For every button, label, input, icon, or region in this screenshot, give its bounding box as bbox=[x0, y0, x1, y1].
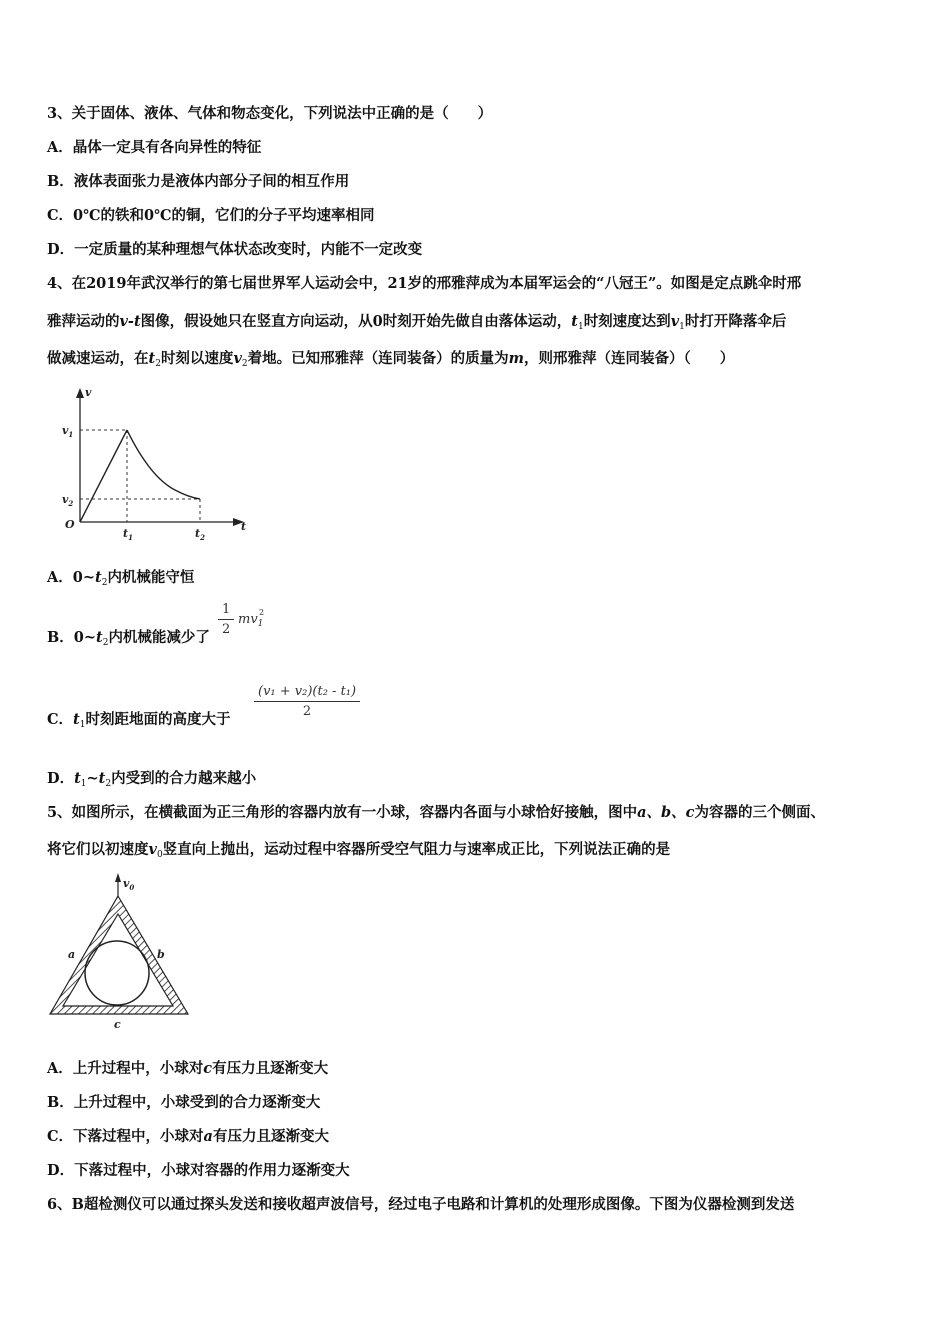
q5-option-d: D．下落过程中，小球对容器的作用力逐渐变大 bbox=[47, 1162, 350, 1179]
q6-stem: 6、B超检测仪可以通过探头发送和接收超声波信号，经过电子电路和计算机的处理形成图像。下图为仪器检测到发送 bbox=[47, 1196, 795, 1213]
v0-arrow-head bbox=[115, 873, 121, 882]
q5-option-a: A．上升过程中，小球对c有压力且逐渐变大 bbox=[47, 1060, 329, 1077]
q3-option-b: B．液体表面张力是液体内部分子间的相互作用 bbox=[47, 173, 350, 190]
q4-stem-line2: 雅萍运动的v-t图像，假设她只在竖直方向运动，从0时刻开始先做自由落体运动，$t_1$时刻速度达到$v_1$时打开降落伞后 bbox=[47, 313, 787, 332]
q5-stem-line1: 5、如图所示，在横截面为正三角形的容器内放有一小球，容器内各面与小球恰好接触，图中a、b、c为容器的三个侧面、 bbox=[47, 804, 825, 821]
v-axis-arrow bbox=[76, 388, 84, 398]
v1-label: $v_1$ bbox=[62, 424, 74, 439]
q4-vt-graph bbox=[55, 382, 255, 542]
v-axis-label: v bbox=[85, 386, 92, 399]
q4-option-a: A．$0\sim t_2$内机械能守恒 bbox=[47, 569, 195, 588]
q3-option-c: C．0℃的铁和0℃的铜，它们的分子平均速率相同 bbox=[47, 207, 375, 224]
v2-label: $v_2$ bbox=[62, 493, 74, 508]
t1-label: $t_1$ bbox=[123, 527, 133, 542]
q3-option-a: A．晶体一定具有各向异性的特征 bbox=[47, 139, 262, 156]
v0-label: $v_0$ bbox=[123, 877, 135, 892]
free-fall-line bbox=[80, 430, 127, 522]
q4-option-b: B．$0\sim t_2$内机械能减少了 bbox=[47, 629, 210, 648]
q4-option-c-fraction: (v₁ + v₂)(t₂ - t₁) 2 bbox=[254, 684, 360, 719]
q4-option-b-square: 2 bbox=[259, 608, 265, 617]
q4-option-b-fraction: 1 2 bbox=[218, 602, 234, 637]
ball bbox=[85, 941, 149, 1005]
origin-label: O bbox=[65, 518, 75, 531]
deceleration-curve bbox=[127, 430, 200, 499]
side-b-label: b bbox=[157, 948, 165, 961]
q5-triangle-figure bbox=[45, 870, 215, 1030]
q3-stem: 3、关于固体、液体、气体和物态变化，下列说法中正确的是（ ） bbox=[47, 105, 493, 122]
t2-label: $t_2$ bbox=[195, 527, 205, 542]
q4-option-b-mv: $mv_1$ bbox=[238, 612, 264, 629]
side-c-label: c bbox=[114, 1018, 121, 1030]
q4-stem-line3: 做减速运动，在$t_2$时刻以速度$v_2$着地。已知邢雅萍（连同装备）的质量为m，则邢雅萍（连同装备）（ ） bbox=[47, 350, 735, 369]
t-axis-label: t bbox=[241, 520, 247, 533]
q4-option-d: D．$t_1\sim t_2$内受到的合力越来越小 bbox=[47, 770, 257, 789]
q5-stem-line2: 将它们以初速度$v_0$竖直向上抛出，运动过程中容器所受空气阻力与速率成正比，下列说法正确的是 bbox=[47, 841, 671, 860]
q5-option-c: C．下落过程中，小球对a有压力且逐渐变大 bbox=[47, 1128, 329, 1145]
q3-option-d: D．一定质量的某种理想气体状态改变时，内能不一定改变 bbox=[47, 241, 423, 258]
q4-option-c: C．$t_1$时刻距地面的高度大于 bbox=[47, 711, 231, 730]
q4-stem-line1: 4、在2019年武汉举行的第七届世界军人运动会中，21岁的邢雅萍成为本届军运会的“八冠王”。如图是定点跳伞时邢 bbox=[47, 275, 802, 292]
side-a-label: a bbox=[68, 948, 76, 961]
q5-option-b: B．上升过程中，小球受到的合力逐渐变大 bbox=[47, 1094, 321, 1111]
